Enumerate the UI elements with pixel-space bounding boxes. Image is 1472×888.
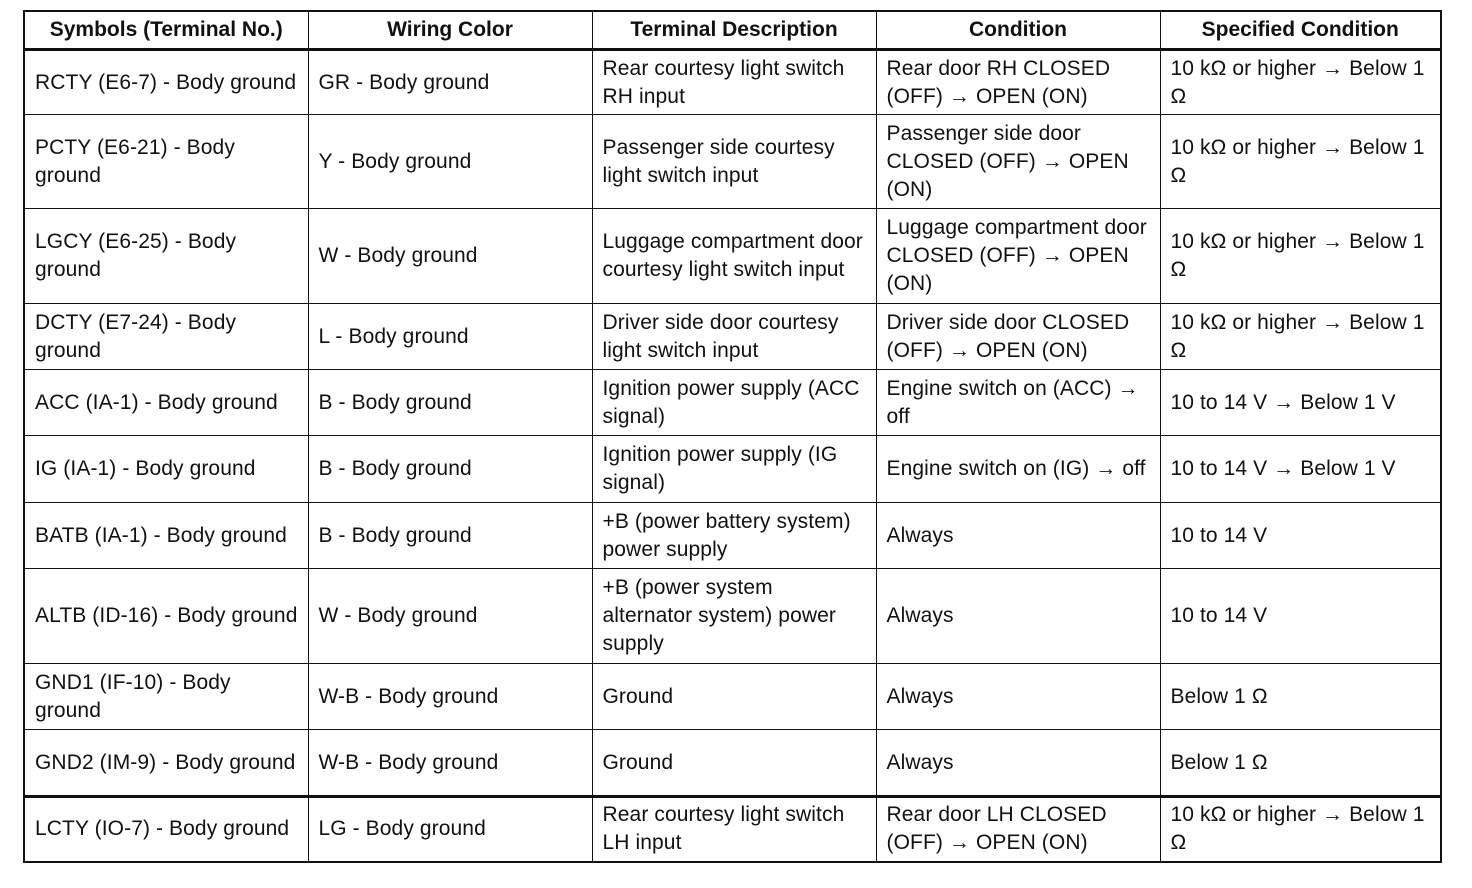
cell-condition: Passenger side door CLOSED (OFF) → OPEN (ON)	[876, 115, 1160, 209]
cell-terminal-description: Rear courtesy light switch RH input	[592, 50, 876, 115]
cell-symbol: LGCY (E6-25) - Body ground	[24, 209, 308, 304]
cell-terminal-description: +B (power battery system) power supply	[592, 503, 876, 569]
cell-wiring-color: GR - Body ground	[308, 50, 592, 115]
cell-specified-condition: 10 to 14 V	[1160, 503, 1441, 569]
table-header-row	[24, 11, 1441, 50]
cell-symbol: GND2 (IM-9) - Body ground	[24, 730, 308, 797]
cell-specified-condition: 10 kΩ or higher → Below 1 Ω	[1160, 797, 1441, 862]
table-row	[24, 436, 1441, 503]
table-row	[24, 730, 1441, 797]
cell-wiring-color: B - Body ground	[308, 436, 592, 503]
cell-symbol: BATB (IA-1) - Body ground	[24, 503, 308, 569]
cell-wiring-color: B - Body ground	[308, 370, 592, 436]
table-row	[24, 503, 1441, 569]
cell-specified-condition: Below 1 Ω	[1160, 664, 1441, 730]
cell-wiring-color: W-B - Body ground	[308, 664, 592, 730]
cell-specified-condition: 10 to 14 V	[1160, 569, 1441, 664]
cell-terminal-description: Driver side door courtesy light switch input	[592, 304, 876, 370]
cell-condition: Engine switch on (ACC) → off	[876, 370, 1160, 436]
table-row	[24, 797, 1441, 862]
cell-wiring-color: W - Body ground	[308, 209, 592, 304]
header-specified-condition: Specified Condition	[1160, 11, 1441, 50]
cell-specified-condition: 10 kΩ or higher → Below 1 Ω	[1160, 304, 1441, 370]
header-terminal-description: Terminal Description	[592, 11, 876, 50]
cell-symbol: IG (IA-1) - Body ground	[24, 436, 308, 503]
cell-condition: Always	[876, 730, 1160, 797]
header-symbols: Symbols (Terminal No.)	[24, 11, 308, 50]
header-wiring-color: Wiring Color	[308, 11, 592, 50]
cell-condition: Engine switch on (IG) → off	[876, 436, 1160, 503]
cell-specified-condition: Below 1 Ω	[1160, 730, 1441, 797]
cell-terminal-description: Ignition power supply (IG signal)	[592, 436, 876, 503]
cell-wiring-color: L - Body ground	[308, 304, 592, 370]
cell-condition: Always	[876, 664, 1160, 730]
cell-terminal-description: Rear courtesy light switch LH input	[592, 797, 876, 862]
cell-wiring-color: W - Body ground	[308, 569, 592, 664]
cell-wiring-color: LG - Body ground	[308, 797, 592, 862]
cell-specified-condition: 10 to 14 V → Below 1 V	[1160, 436, 1441, 503]
cell-wiring-color: W-B - Body ground	[308, 730, 592, 797]
cell-specified-condition: 10 to 14 V → Below 1 V	[1160, 370, 1441, 436]
cell-symbol: ALTB (ID-16) - Body ground	[24, 569, 308, 664]
table-row	[24, 304, 1441, 370]
cell-specified-condition: 10 kΩ or higher → Below 1 Ω	[1160, 115, 1441, 209]
table-row	[24, 50, 1441, 115]
cell-terminal-description: +B (power system alternator system) power supply	[592, 569, 876, 664]
header-condition: Condition	[876, 11, 1160, 50]
cell-specified-condition: 10 kΩ or higher → Below 1 Ω	[1160, 209, 1441, 304]
cell-terminal-description: Ground	[592, 664, 876, 730]
table-row	[24, 569, 1441, 664]
cell-wiring-color: B - Body ground	[308, 503, 592, 569]
terminal-spec-table	[23, 10, 1442, 863]
cell-symbol: GND1 (IF-10) - Body ground	[24, 664, 308, 730]
cell-condition: Rear door RH CLOSED (OFF) → OPEN (ON)	[876, 50, 1160, 115]
cell-symbol: DCTY (E7-24) - Body ground	[24, 304, 308, 370]
cell-condition: Driver side door CLOSED (OFF) → OPEN (ON)	[876, 304, 1160, 370]
cell-condition: Always	[876, 569, 1160, 664]
cell-symbol: PCTY (E6-21) - Body ground	[24, 115, 308, 209]
cell-wiring-color: Y - Body ground	[308, 115, 592, 209]
cell-terminal-description: Passenger side courtesy light switch input	[592, 115, 876, 209]
cell-condition: Luggage compartment door CLOSED (OFF) → OPEN (ON)	[876, 209, 1160, 304]
cell-terminal-description: Luggage compartment door courtesy light switch input	[592, 209, 876, 304]
cell-specified-condition: 10 kΩ or higher → Below 1 Ω	[1160, 50, 1441, 115]
cell-terminal-description: Ground	[592, 730, 876, 797]
cell-symbol: ACC (IA-1) - Body ground	[24, 370, 308, 436]
table-row	[24, 115, 1441, 209]
cell-symbol: RCTY (E6-7) - Body ground	[24, 50, 308, 115]
cell-condition: Rear door LH CLOSED (OFF) → OPEN (ON)	[876, 797, 1160, 862]
table-row	[24, 370, 1441, 436]
table-row	[24, 664, 1441, 730]
cell-symbol: LCTY (IO-7) - Body ground	[24, 797, 308, 862]
cell-terminal-description: Ignition power supply (ACC signal)	[592, 370, 876, 436]
table-row	[24, 209, 1441, 304]
cell-condition: Always	[876, 503, 1160, 569]
